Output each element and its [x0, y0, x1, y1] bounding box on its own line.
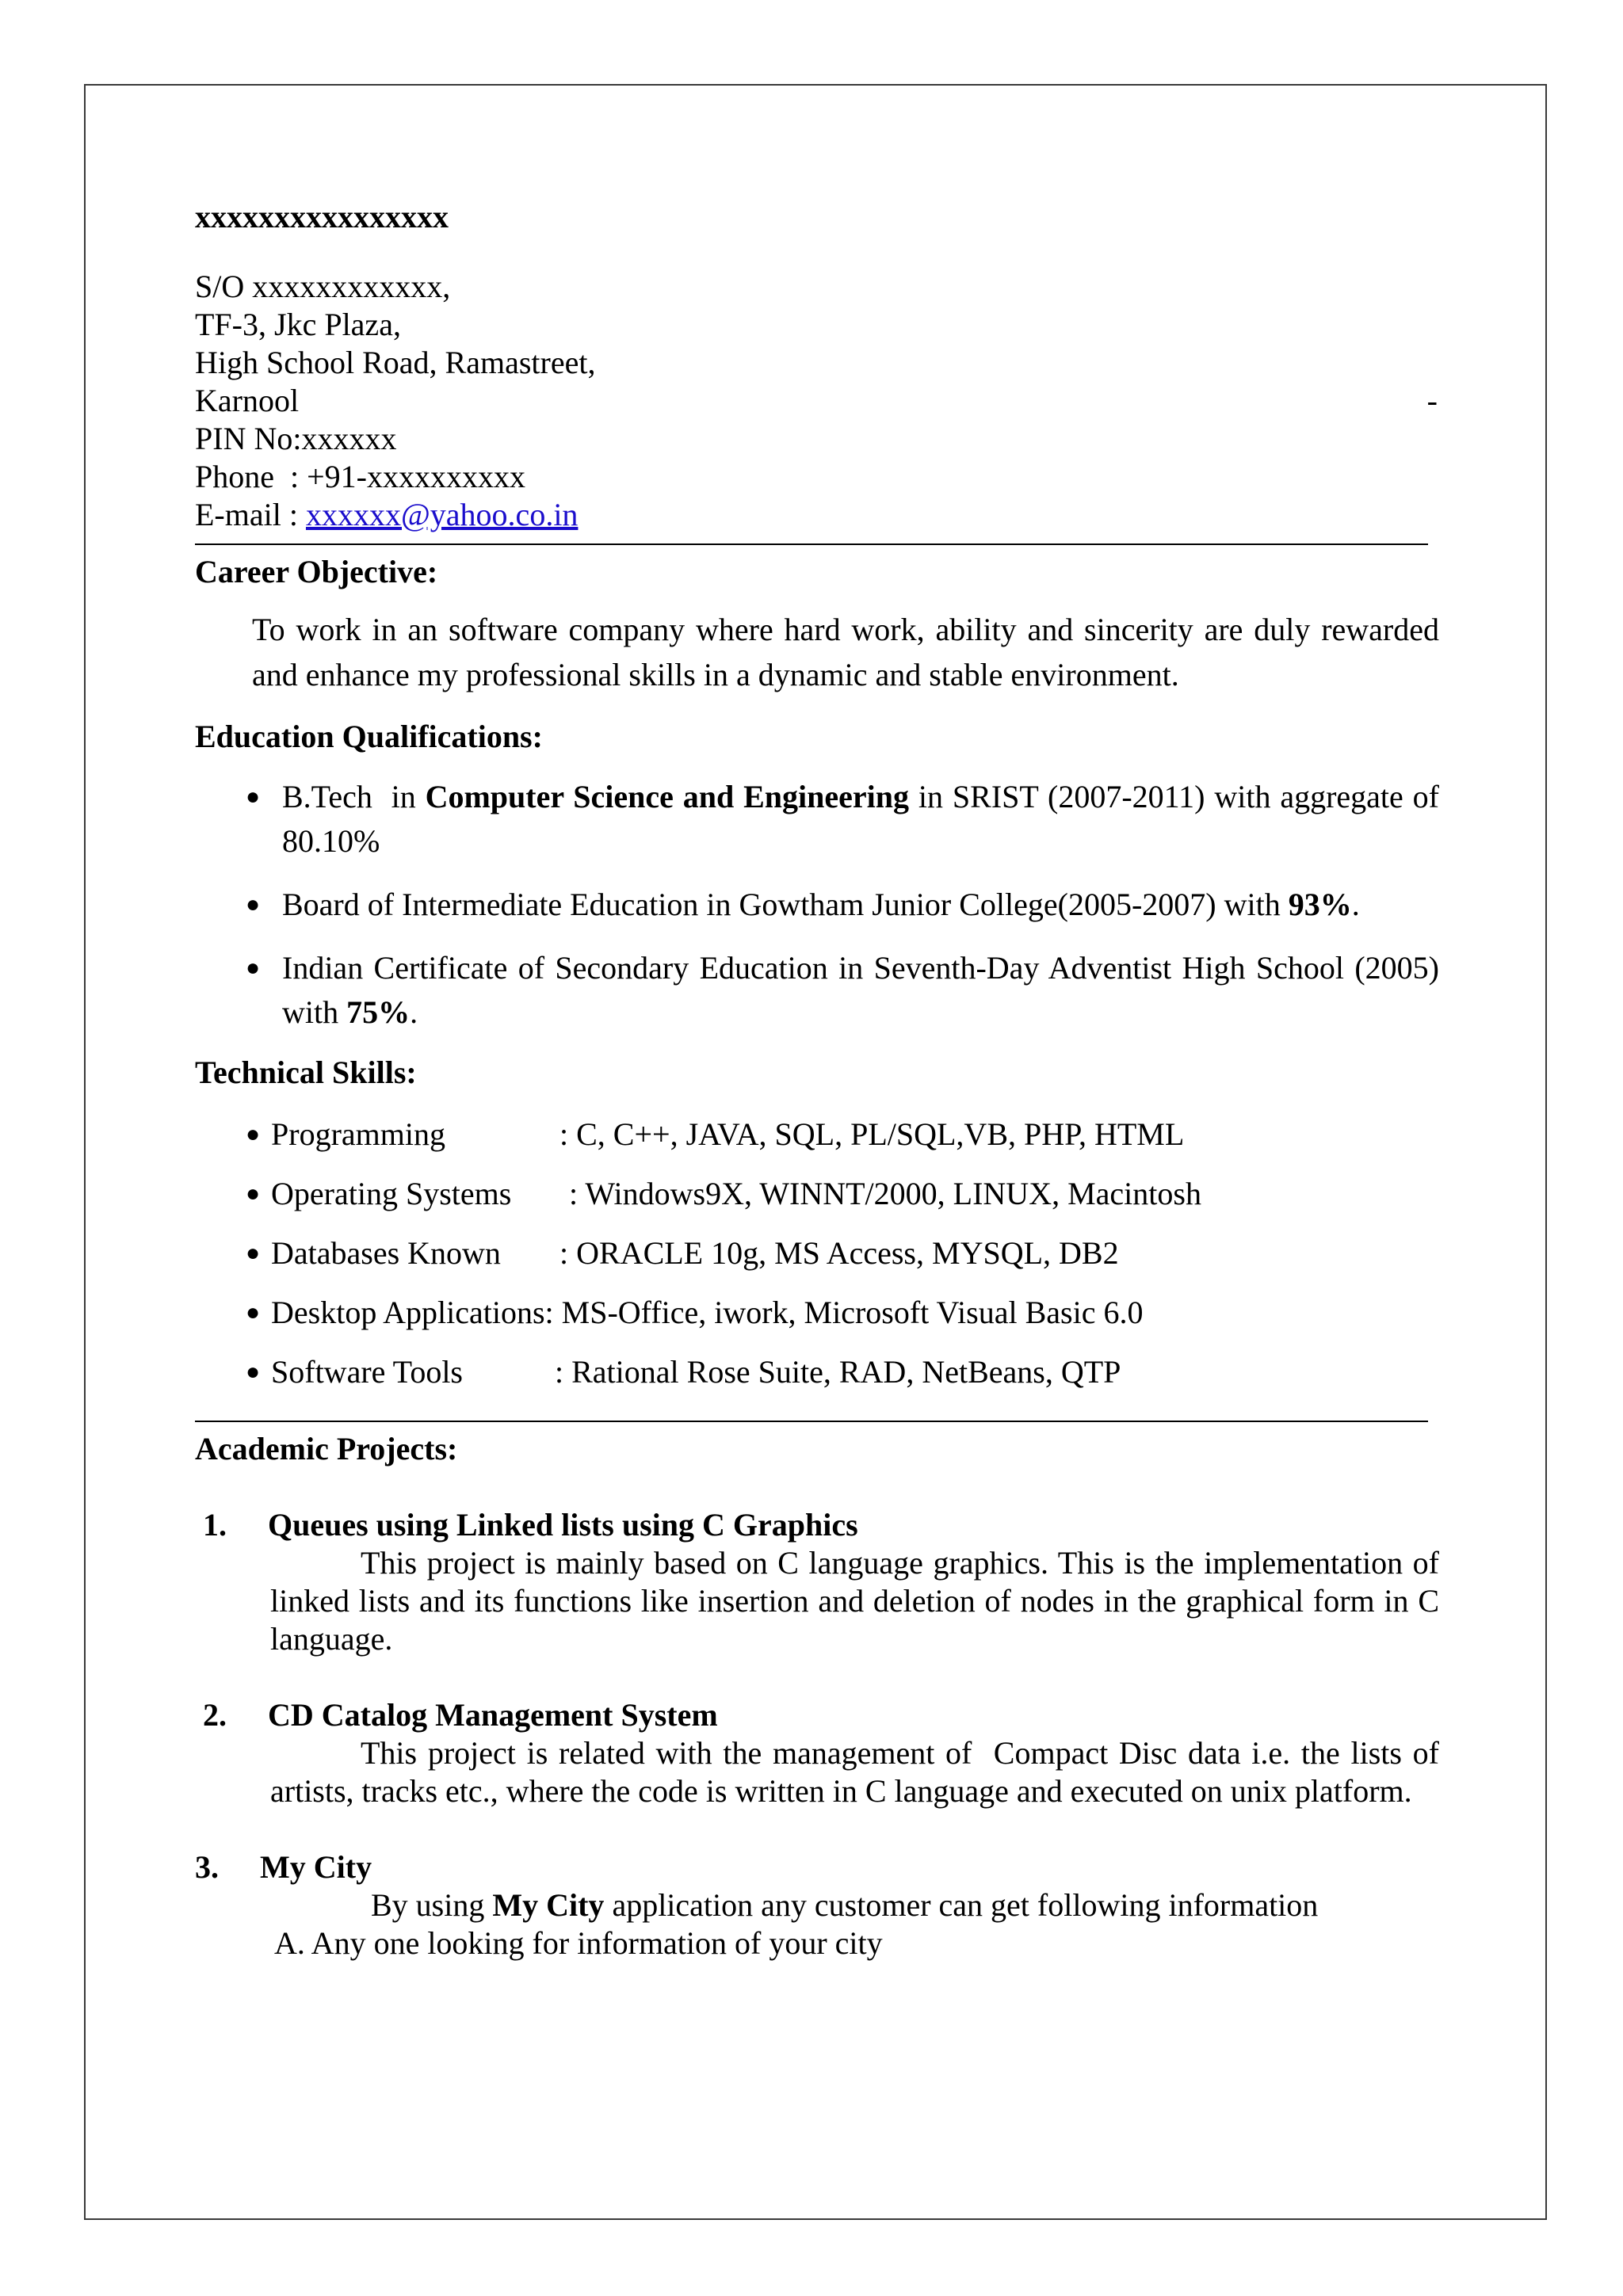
education-text: Board of Intermediate Education in Gowtham Junior College(2005-2007) with — [282, 887, 1289, 922]
address-line: S/O xxxxxxxxxxxx, — [195, 269, 451, 304]
resume-content — [195, 198, 1447, 1962]
divider — [195, 1421, 1428, 1422]
skill-item — [195, 1234, 1439, 1294]
bullet-icon: ● — [246, 1180, 261, 1207]
skills-list — [195, 1116, 1439, 1413]
bullet-icon: ● — [246, 1121, 261, 1147]
skill-item — [195, 1294, 1439, 1353]
project-description: This project is related with the management of Compact Disc data i.e. the lists of artists, tracks etc., where the code is written in C language and executed on unix platform. — [270, 1735, 1447, 1809]
skill-item — [195, 1175, 1439, 1234]
education-degree: Computer Science and Engineering — [425, 779, 910, 814]
education-score: 75% — [346, 994, 411, 1030]
project-number: 2. — [203, 1697, 227, 1733]
phone-number: Phone : +91-xxxxxxxxxx — [195, 459, 525, 494]
project-title — [195, 1696, 1439, 1734]
education-text: . — [1351, 887, 1360, 922]
project-description-text: By using — [371, 1887, 493, 1923]
education-text: B.Tech in — [282, 779, 426, 814]
technical-skills-heading: Technical Skills: — [195, 1055, 417, 1090]
address-block — [195, 268, 1439, 534]
email-label: E-mail : — [195, 497, 306, 532]
skill-value: : Windows9X, WINNT/2000, LINUX, Macintosh — [569, 1176, 1201, 1211]
project-description: This project is mainly based on C language graphics. This is the implementation of linked lists and its functions like insertion and deletion of nodes in the graphical form in C language. — [270, 1545, 1439, 1657]
education-item — [195, 775, 1439, 864]
project-description — [371, 1886, 1439, 1924]
skill-value: : MS-Office, iwork, Microsoft Visual Basic 6.0 — [544, 1295, 1144, 1330]
candidate-name: xxxxxxxxxxxxxxxx — [195, 199, 449, 235]
city-dash: - — [1426, 383, 1438, 418]
project-title — [195, 1506, 1439, 1544]
skill-label: Databases Known — [271, 1235, 501, 1271]
education-text: in SRIST (2007-2011) with aggregate of 80.10% — [282, 779, 1439, 859]
bullet-icon: ● — [246, 1359, 261, 1385]
skill-value: : Rational Rose Suite, RAD, NetBeans, QTP — [555, 1354, 1121, 1390]
skill-label: Software Tools — [271, 1354, 463, 1390]
project-description-text: application any customer can get following information — [604, 1887, 1319, 1923]
email-link[interactable]: xxxxxx@yahoo.co.in — [305, 497, 579, 532]
email-line — [195, 496, 1439, 534]
skill-label: Programming — [271, 1116, 445, 1152]
bullet-icon: ● — [246, 1299, 261, 1325]
bullet-icon: ● — [246, 891, 261, 917]
project-number: 3. — [195, 1849, 219, 1885]
education-text: . — [410, 994, 418, 1030]
bullet-icon: ● — [246, 955, 261, 981]
project-title-text: My City — [260, 1849, 372, 1885]
skill-item — [195, 1353, 1439, 1413]
project-number: 1. — [203, 1507, 227, 1543]
bullet-icon: ● — [246, 784, 261, 810]
career-objective-text: To work in an software company where hard work, ability and sincerity are duly rewarded and enhance my professional skills in a dynamic and stable environment. — [252, 612, 1439, 692]
education-list — [195, 775, 1439, 1035]
academic-projects-heading: Academic Projects: — [195, 1431, 458, 1466]
education-item — [195, 946, 1439, 1035]
bullet-icon: ● — [246, 1240, 261, 1266]
divider — [195, 543, 1428, 545]
pin-code: PIN No:xxxxxx — [195, 421, 397, 456]
education-text: Indian Certificate of Secondary Education in Seventh-Day Adventist High School (2005) with — [282, 950, 1439, 1030]
education-heading: Education Qualifications: — [195, 719, 543, 754]
address-line: High School Road, Ramastreet, — [195, 345, 596, 380]
career-objective-heading: Career Objective: — [195, 554, 438, 589]
project-item — [195, 1506, 1439, 1658]
project-item — [195, 1848, 1439, 1962]
education-score: 93% — [1288, 887, 1352, 922]
project-title-text: Queues using Linked lists using C Graphics — [268, 1507, 858, 1543]
project-title — [195, 1848, 1439, 1886]
project-title-text: CD Catalog Management System — [268, 1697, 718, 1733]
address-line: TF-3, Jkc Plaza, — [195, 307, 401, 342]
skill-value: : ORACLE 10g, MS Access, MYSQL, DB2 — [559, 1235, 1119, 1271]
skill-label: Operating Systems — [271, 1176, 512, 1211]
city: Karnool — [195, 383, 300, 418]
project-name-inline: My City — [492, 1887, 605, 1923]
skill-value: : C, C++, JAVA, SQL, PL/SQL,VB, PHP, HTML — [559, 1116, 1185, 1152]
project-item — [195, 1696, 1447, 1810]
skill-label: Desktop Applications — [271, 1295, 545, 1330]
city-line — [195, 382, 1438, 420]
skill-item — [195, 1116, 1439, 1175]
education-item — [195, 883, 1439, 927]
project-subitem: A. Any one looking for information of your city — [274, 1925, 883, 1961]
